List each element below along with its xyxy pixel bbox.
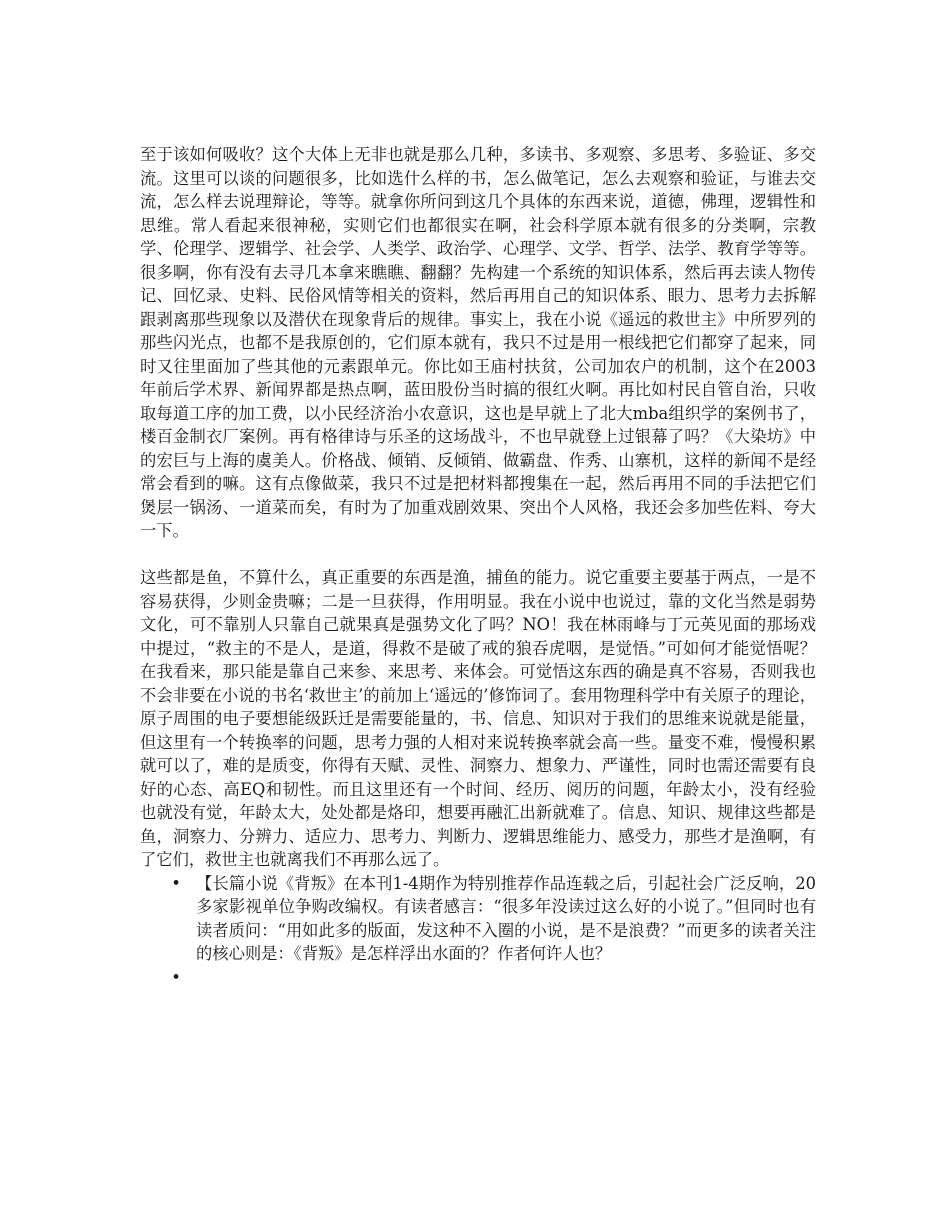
paragraph-gap bbox=[140, 543, 816, 567]
list-item bbox=[140, 872, 816, 966]
paragraph-1: 至于该如何吸收？这个大体上无非也就是那么几种，多读书、多观察、多思考、多验证、多交流。这里可以谈的问题很多，比如选什么样的书，怎么做笔记，怎么去观察和验证，与谁去交流，怎么样去说理辩论，等等。就拿你所问到这几个具体的东西来说，道德，佛理，逻辑性和思维。常人看起来很神秘，实则它们也都很实在啊，社会科学原本就有很多的分类啊，宗教学、伦理学、逻辑学、社会学、人类学、政治学、心理学、文学、哲学、法学、教育学等等。很多啊，你有没有去寻几本拿来瞧瞧、翻翻？先构建一个系统的知识体系，然后再去读人物传记、回忆录、史料、民俗风情等相关的资料，然后再用自己的知识体系、眼力、思考力去拆解跟剥离那些现象以及潜伏在现象背后的规律。事实上，我在小说《遥远的救世主》中所罗列的那些闪光点，也都不是我原创的，它们原本就有，我只不过是用一根线把它们都穿了起来，同时又往里面加了些其他的元素跟单元。你比如王庙村扶贫，公司加农户的机制，这个在2003年前后学术界、新闻界都是热点啊，蓝田股份当时搞的很红火啊。再比如村民自管自治，只收取每道工序的加工费，以小民经济治小农意识，这也是早就上了北大mba组织学的案例书了，楼百金制衣厂案例。再有格律诗与乐圣的这场战斗，不也早就登上过银幕了吗？《大染坊》中的宏巨与上海的虞美人。价格战、倾销、反倾销、做霸盘、作秀、山寨机，这样的新闻不是经常会看到的嘛。这有点像做菜，我只不过是把材料都搜集在一起，然后再用不同的手法把它们煲层一锅汤、一道菜而矣，有时为了加重戏剧效果、突出个人风格，我还会多加些佐料、夸大一下。 bbox=[140, 145, 816, 540]
bullet-text: 【长篇小说《背叛》在本刊1-4期作为特别推荐作品连载之后，引起社会广泛反响，20多家影视单位争购改编权。有读者感言：“很多年没读过这么好的小说了。”但同时也有读者质问：“用如此多的版面，发这种不入圈的小说，是不是浪费？”而更多的读者关注的核心则是：《背叛》是怎样浮出水面的？作者何许人也？ bbox=[196, 873, 816, 963]
document-body bbox=[140, 143, 816, 989]
bullet-list bbox=[140, 872, 816, 990]
bullet-icon: • bbox=[171, 967, 181, 987]
bullet-icon: • bbox=[171, 873, 181, 893]
paragraph-2: 这些都是鱼，不算什么，真正重要的东西是渔，捕鱼的能力。说它重要主要基于两点，一是不容易获得，少则金贵嘛；二是一旦获得，作用明显。我在小说中也说过，靠的文化当然是弱势文化，可不靠别人只靠自己就果真是强势文化了吗？NO！我在林雨峰与丁元英见面的那场戏中提过，“救主的不是人，是道，得救不是破了戒的狼吞虎咽，是觉悟。”可如何才能觉悟呢？在我看来，那只能是靠自己来参、来思考、来体会。可觉悟这东西的确是真不容易，否则我也不会非要在小说的书名‘救世主’的前加上‘遥远的’修饰词了。套用物理科学中有关原子的理论，原子周围的电子要想能级跃迁是需要能量的，书、信息、知识对于我们的思维来说就是能量，但这里有一个转换率的问题，思考力强的人相对来说转换率就会高一些。量变不难，慢慢积累就可以了，难的是质变，你得有天赋、灵性、洞察力、想象力、严谨性，同时也需还需要有良好的心态、高EQ和韧性。而且这里还有一个时间、经历、阅历的问题，年龄太小，没有经验也就没有觉，年龄太大，处处都是烙印，想要再融汇出新就难了。信息、知识、规律这些都是鱼，洞察力、分辨力、适应力、思考力、判断力、逻辑思维能力、感受力，那些才是渔啊，有了它们，救世主也就离我们不再那么远了。 bbox=[140, 568, 816, 869]
list-item bbox=[140, 966, 816, 990]
